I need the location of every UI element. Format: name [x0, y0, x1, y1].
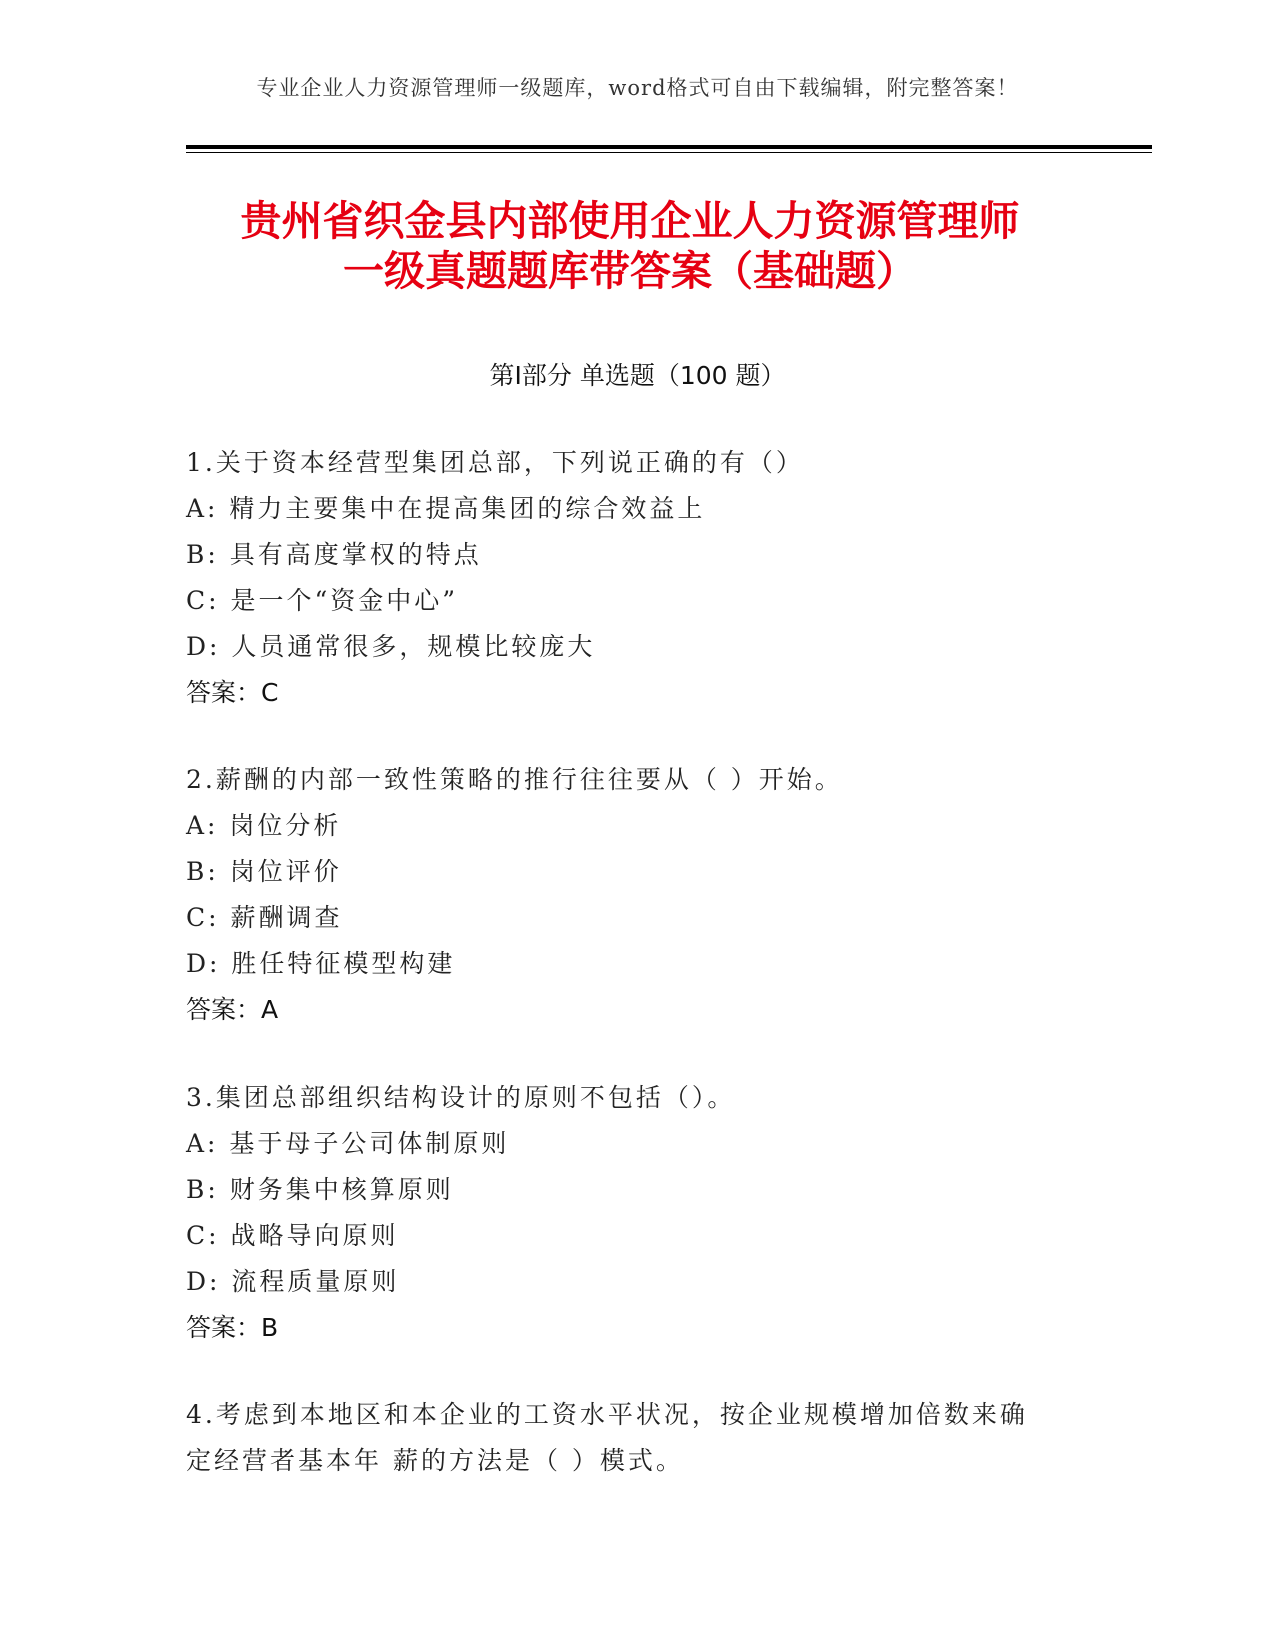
- document-title: [180, 196, 1080, 296]
- option-c: C: 战略导向原则: [186, 1221, 399, 1250]
- page-header: 专业企业人力资源管理师一级题库，word格式可自由下载编辑，附完整答案！: [256, 76, 1019, 100]
- question-stem: 2.薪酬的内部一致性策略的推行往往要从（ ）开始。: [186, 765, 843, 794]
- question-2: [186, 757, 1066, 1033]
- question-1: [186, 440, 1066, 716]
- answer: 答案：C: [186, 678, 279, 707]
- section-title: 第Ⅰ部分 单选题（100 题）: [489, 361, 786, 390]
- option-a: A: 基于母子公司体制原则: [186, 1129, 510, 1158]
- option-c: C: 是一个“资金中心”: [186, 586, 459, 615]
- title-line-2: 一级真题题库带答案（基础题）: [343, 247, 917, 295]
- question-3: [186, 1075, 1066, 1351]
- answer: 答案：A: [186, 995, 279, 1024]
- question-stem: 1.关于资本经营型集团总部，下列说正确的有（）: [186, 448, 804, 477]
- answer: 答案：B: [186, 1313, 279, 1342]
- option-d: D: 流程质量原则: [186, 1267, 400, 1296]
- option-c: C: 薪酬调查: [186, 903, 343, 932]
- option-b: B: 具有高度掌权的特点: [186, 540, 482, 569]
- header-rule-thick: [186, 145, 1152, 149]
- question-stem: 3.集团总部组织结构设计的原则不包括（）。: [186, 1083, 736, 1112]
- question-stem-line-2: 定经营者基本年 薪的方法是（ ）模式。: [186, 1446, 684, 1475]
- option-d: D: 胜任特征模型构建: [186, 949, 456, 978]
- title-line-1: 贵州省织金县内部使用企业人力资源管理师: [240, 197, 1020, 245]
- question-stem-line-1: 4.考虑到本地区和本企业的工资水平状况，按企业规模增加倍数来确: [186, 1400, 1028, 1429]
- option-b: B: 财务集中核算原则: [186, 1175, 454, 1204]
- option-a: A: 岗位分析: [186, 811, 342, 840]
- header-rule-thin: [186, 152, 1152, 153]
- question-4: [186, 1392, 1066, 1484]
- option-a: A: 精力主要集中在提高集团的综合效益上: [186, 494, 706, 523]
- option-b: B: 岗位评价: [186, 857, 342, 886]
- option-d: D: 人员通常很多，规模比较庞大: [186, 632, 596, 661]
